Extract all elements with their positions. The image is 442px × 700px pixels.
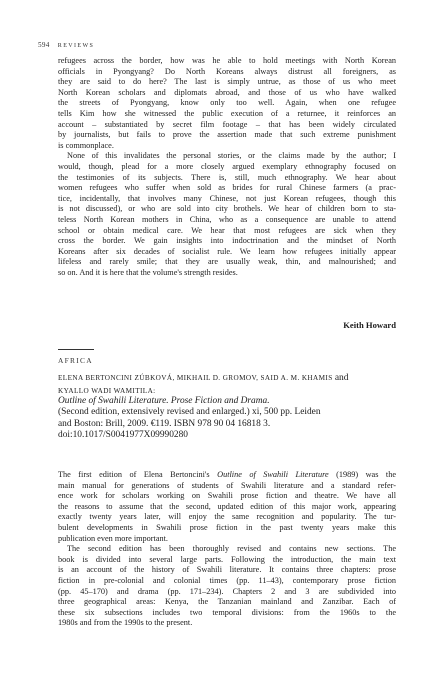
inline-book-title: Outline of Swahili Literature (217, 470, 329, 479)
page-number: 594 (38, 41, 50, 49)
body-paragraph (58, 544, 396, 629)
text-line: these six subsections includes two temporal divisions: from the 1960s to the (58, 607, 396, 617)
text-line: North Korean scholars and diplomats abroad, and those of us who have walked (58, 87, 396, 97)
text-line: publication even more important. (58, 533, 168, 543)
body-paragraph (58, 151, 396, 278)
text-line: teless North Korean mothers in China, who as a consequence are unable to attend (58, 214, 396, 224)
text-line: 1980s and from the 1990s to the present. (58, 618, 193, 628)
book-details-line: (Second edition, extensively revised and enlarged.) xi, 500 pp. Leiden (58, 407, 321, 417)
book-doi: doi:10.1017/S0041977X09990280 (58, 430, 188, 441)
text-line: exactly twenty years later, will enjoy the same recognition and popularity. The tur- (58, 512, 396, 522)
text-line: officials in Pyongyang? Do North Koreans always distrust all foreigners, as (58, 66, 396, 76)
text-line: the reasons to assume that the second, updated edition of this major work, appearing (58, 501, 396, 511)
text-line: tice, incidentally, that involves many Chinese, not just Korean refugees, though this (58, 193, 396, 203)
authors-line-2: KYALLO WADI WAMITILA: (58, 387, 156, 395)
text-line: The second edition has been thoroughly revised and contains new sections. The (67, 544, 396, 554)
section-divider (58, 349, 94, 350)
book-authors (58, 372, 403, 398)
text-line: three geographical areas: Kenya, the Tanzanian mainland and Zanzibar. Each of (58, 597, 396, 607)
text-line: the testimonies of its subjects. There is, still, much ethnography. We hear about (58, 172, 396, 182)
section-heading: AFRICA (58, 356, 93, 365)
review-signature: Keith Howard (343, 320, 396, 330)
book-details (58, 407, 396, 442)
running-head-section: REVIEWS (57, 43, 95, 49)
text-line: account – substantiated by secret film footage – that has been widely circulated (58, 119, 396, 129)
text-line: they are said to do here? The last is simply untrue, as those of us who meet (58, 77, 396, 87)
text-line: None of this invalidates the personal stories, or the claims made by the author; I (67, 151, 396, 161)
text-line: lifeless and rarely smile; that they are usually weak, thin, and malnourished; and (58, 257, 396, 267)
text-line: by journalists, but fails to prove the assertion made that such extreme punishment (58, 130, 396, 140)
text-line: is not discussed), or who are sold into city brothels. We hear of children born to sta- (58, 204, 396, 214)
book-title: Outline of Swahili Literature. Prose Fiction and Drama. (58, 396, 270, 406)
text-line: cross the border. We gain insights into indoctrination and the mindset of North (58, 236, 396, 246)
review-body-keith-howard (58, 56, 396, 278)
text-line: is commonplace. (58, 140, 114, 150)
authors-and: and (334, 373, 349, 383)
authors-line-1: ELENA BERTONCINI ZÚBKOVÁ, MIKHAIL D. GROMOV, SAID A. M. KHAMIS (58, 374, 333, 382)
text-line: school or obtain medical care. We hear that most refugees are sick when they (58, 225, 396, 235)
text-line: (pp. 45–170) and drama (pp. 171–234). Chapters 2 and 3 are subdivided into (58, 586, 396, 596)
book-details-line: and Boston: Brill, 2009. €119. ISBN 978 90 04 16818 3. (58, 418, 271, 429)
text-line: fiction in pre-colonial and colonial times (pp. 11–43), contemporary prose fiction (58, 575, 396, 585)
text-line: is an account of the history of Swahili literature. It contains three chapters: prose (58, 565, 396, 575)
text-line: women refugees who suffer when sold as brides for rural Chinese farmers (a prac- (58, 183, 396, 193)
text-line: Koreans after six decades of socialist rule. We learn how refugees initially appear (58, 246, 396, 256)
text-line: would, though, plead for a more closely argued exemplary ethnography focused on (58, 161, 396, 171)
text-line: ence work for scholars working on Swahili prose fiction and theatre. We have all (58, 491, 396, 501)
body-paragraph (58, 470, 396, 544)
text-line: the streets of Pyongyang, know only too well. Again, when one refugee (58, 98, 396, 108)
text-line: main manual for generations of students of Swahili literature and a standard refer- (58, 480, 396, 490)
body-paragraph (58, 56, 396, 151)
text-line: so on. And it is here that the volume's strength resides. (58, 267, 238, 277)
text-line: tells Kim how she witnessed the public execution of a returnee, it reinforces an (58, 108, 396, 118)
running-head (38, 41, 94, 49)
text-line: refugees across the border, how was he able to hold meetings with North Korean (58, 56, 396, 65)
text-line: book is divided into several large parts. Following the introduction, the main text (58, 554, 396, 564)
text-line: bulent developments in Swahili prose fiction in the past twenty years make this (58, 522, 396, 532)
text-line: The first edition of Elena Bertoncini's Outline of Swahili Literature (1989) was the (58, 470, 396, 479)
review-body-swahili-literature (58, 470, 396, 629)
